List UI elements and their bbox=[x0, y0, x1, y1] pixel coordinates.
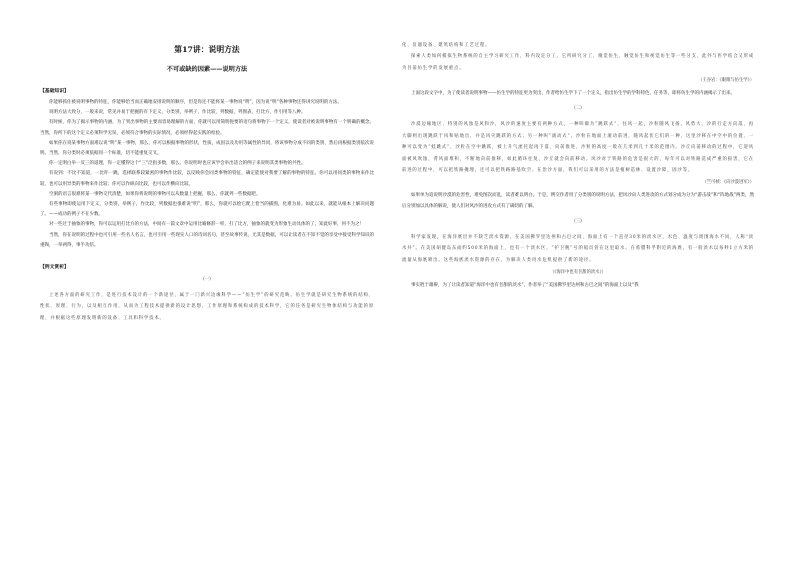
basic-paragraph: 如果你在说某事物方面难以说“明”某一事物，那么，你可以根据事物的形状，性质，成因以及功用等属性的异同，将该事物分成不同的类别，然后再根据类别依次说明。当然，你分类时必须依据同一个标准，切不能重复交叉。 bbox=[40, 140, 374, 157]
right-column bbox=[402, 0, 754, 562]
example-text: 科学家发现，在海洋底层并不缺乏淡水资源，在美国佛罗里达州和古巴之间，海面上有一个直径30米的淡水区，水色、温度与周围海水不同，人称“淡水井”。在美国胡健岛东面约500米的海面上，也有一个淡水区，“护卫舰”号的船员曾在这里取水。在希腊科孚附近的海底，有一股淡水以每秒1立方米的流量从海底喷出。这些海底淡水资源的存在，为解决人类用水危机提供了新的途径。 bbox=[402, 234, 754, 263]
section-heading-basic: 【基础知识】 bbox=[40, 89, 69, 94]
basic-paragraph: 有时候，你为了揭示事物的内涵，为了突出事物的主要而容易理解的方面，你就可以用简明扼要的语句将事物下一个定义，使读者对被说明事物有一个明确的概念。当然，你所下的这个定义必须科学无误，必须符合事物的实际情况，必须经得起实践的检验。 bbox=[40, 120, 374, 136]
basic-paragraph: 你一定明白举一反三的道理，你一定懂得这个“三”泛指多数，那么，你说明时也应该学会举出适合的例子来说明其类事物的共性。 bbox=[49, 161, 306, 167]
example-marker: (二) bbox=[574, 106, 582, 112]
basic-paragraph: 有说到：不比不知道，一比吓一跳。选择联系较紧密的事物作比较，以反映你会同类事物的特征，确定能使对我要了解的事物的特征。你可以用同类的事物来作比较，也可以用异类的事物来作比较；你可以作纵向比较，也可以作横向比较。 bbox=[40, 171, 374, 187]
left-column bbox=[40, 0, 374, 562]
basic-paragraph: 空洞的语言很难将某一事物交代清楚，如果你将说明的事物可以从数量上把握，那么，你就列一些数据吧。 bbox=[49, 191, 261, 197]
lesson-subtitle: 不可或缺的因素——说明方法 bbox=[166, 66, 248, 73]
example-source: （《海洋中也有甘甜的淡水》） bbox=[550, 270, 606, 276]
basic-paragraph: 你能够抓住被说明事物的特征，你能够恰当而正确地安排说明的顺序，但是你还不能将某一事物说“明”，因为说“明”各种事物还得讲究说明的方法。 bbox=[49, 100, 342, 105]
example-text-continued: 化、仪器设备、建筑结构和工艺过程。 bbox=[402, 43, 491, 48]
basic-paragraph: 当然，你在说明的过程中也可引用一些名人名言，也可引用一些现实人口的诗词名句，甚至故事传说，尤其是数据，可以让读者在不知不觉的享受中接受科学知识的重陶，一举两得，事半功倍。 bbox=[40, 232, 374, 248]
basic-paragraph: 说明方法大致分，一般来说，常见并易于把握的有下定义，分类别，举例子，作比较，列数据，列图表，打比方，作引用等八种。 bbox=[49, 110, 306, 116]
example-marker: (一) bbox=[203, 277, 211, 283]
example-source: （王谷岩：《眼睛与仿生学》） bbox=[698, 78, 754, 84]
section-heading-example: 【例文赏析】 bbox=[40, 265, 69, 271]
basic-paragraph: 对一些过于抽象的事物，你可以运用打比方的方法，中间有一篇文章中运用比喻修辞一样，打了比方，抽象的就变为形象生动具体的了，知此好事，何不为之！ bbox=[49, 222, 364, 228]
example-text-continued: 探索人类如何模拟生物系统的自主学习研究工作，科内设定分工，它所研究分工、嗅觉仿生、触觉仿生和视觉仿生等一些分支，此外与医学结合又形成为目前仿生学的发展重点。 bbox=[402, 54, 754, 71]
example-text: 上述各方面的研究工作，是进行技术设计的一个新途径，属于一门新兴边缘科学——“仿生学”的研究范畴。仿生学就是研究生物系统的结构、性状、原理、行为，以及相互作用，从而为工程技术提供新的设计思想、工作原理和系统构成的技术科学，它的任务是研究生物体结构与功能的原理，并根据这些原理发明新的设备、工具和科学技术。 bbox=[40, 293, 374, 321]
example-marker: (三) bbox=[574, 218, 582, 224]
lesson-title: 第17讲：说明方法 bbox=[174, 45, 240, 54]
example-source: （竺可桢：《向沙漠进军》） bbox=[702, 180, 754, 186]
basic-paragraph: 有些事物即使运用下定义，分类别，举例子，作比较，列数据也很难说“明”，那么，你就可以绘它配上恰当的插图，化难为易。如此以来，就能从根本上解决问题了。——成功的例子不在少数。 bbox=[40, 202, 374, 218]
example-text: 沙漠边缘地区，特别的风蚀是风和沙，风沙的速度主要有两种方式，一种叫做为“跳跃式”，往风一起，沙粒随风飞扬，风势大，沙的行走方向落，再大脚则出现跳跃于风和贴地出，并是风灾跳跃的方式；另一种叫“滚动式”，沙粒在地面上滚动前进，随风起伏它们的一种，这里沙移在中空中的位置，一种可以变为“蛙跳式”，沙粒在空中跳跃，被上升气流托起再下落，向前推进，沙粒的高度一般在几米到几十米的范围内。沙丘向前移动的过程中，它迎风面被风吹蚀，背风面堆积，不断地向前推移，如此循环往复，沙丘就会向前移动。风沙对于铁路的危害是很大的，每年可以对铁路造成严重的损害，它在前进的过程中，可以把铁路掩埋，还可以把铁路路基吹空。在治沙方面，我们可以采用的方法是植树造林、设置沙障、固沙等。 bbox=[402, 122, 754, 174]
analysis-paragraph: 如果单为追说明沙漠的危害性，难免图次而乱，读者难以明白。于是，例交作者用了分类别的说明方法，把风沙向人类进攻的方式划分成为分为“游击战”和“阵地战”两类，然后分别加以具体的解说，使人们对风沙的进攻方式有了确切的了解。 bbox=[402, 193, 754, 209]
analysis-paragraph: 事实胜于雄辩，为了让读者知道“海洋中也有甘甜的淡水”，作者举了“美国佛罗里达州和古巴之间”的海面上以及“我 bbox=[411, 283, 639, 289]
analysis-paragraph: 上面这段文字中，为了使读者说明事物——仿生学的特征更为突出，作者给仿生学下了一个定义，指出仿生学的学科特色，任务等，即将仿生学的内涵揭示了出来。 bbox=[411, 91, 735, 97]
